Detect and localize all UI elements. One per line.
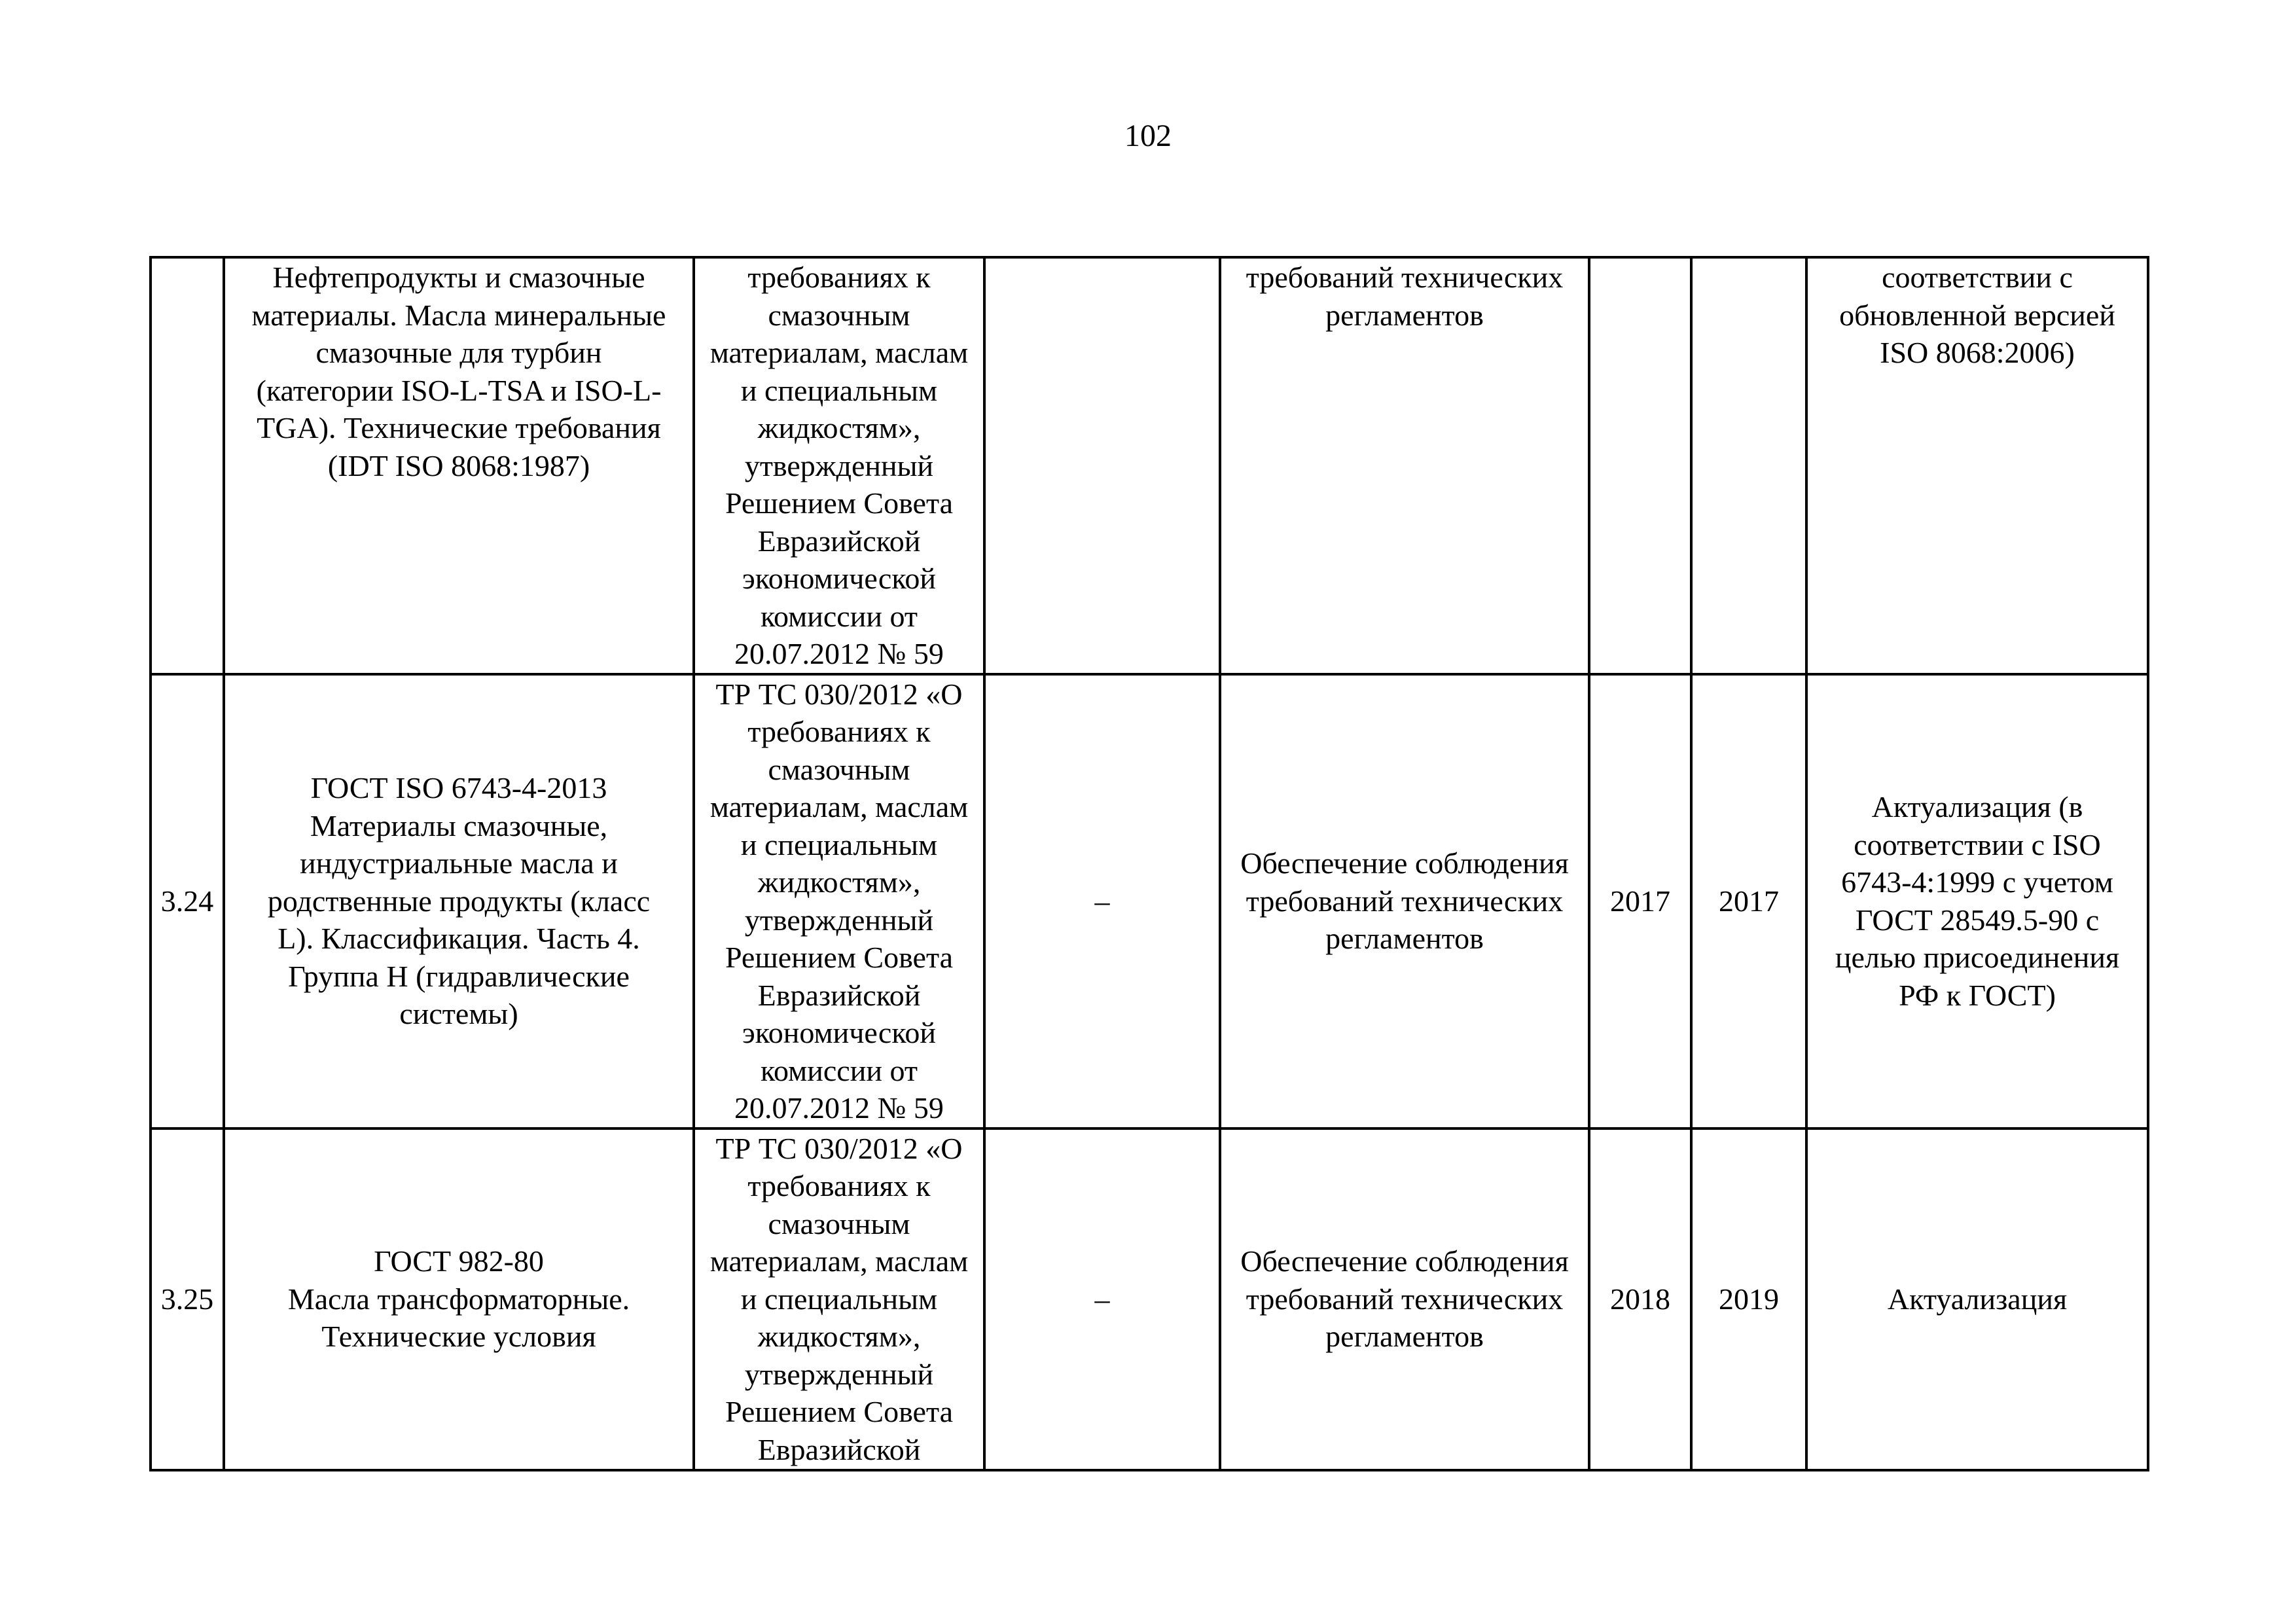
- cell-goal: Обеспечение соблюдения требований технических регламентов: [1220, 674, 1589, 1128]
- cell-start-year: 2017: [1589, 674, 1691, 1128]
- cell-start-year: [1589, 257, 1691, 674]
- page-number: 102: [1124, 118, 1172, 153]
- cell-dash: [984, 257, 1220, 674]
- cell-standard-name: ГОСТ 982-80 Масла трансформаторные. Технические условия: [224, 1128, 694, 1470]
- cell-number: 3.25: [151, 1128, 224, 1470]
- cell-end-year: 2017: [1691, 674, 1806, 1128]
- standards-table: [149, 256, 2149, 1471]
- cell-standard-name: Нефтепродукты и смазочные материалы. Масла минеральные смазочные для турбин (категории ISO-L-TSA и ISO-L- TGA). Технические требования (IDT ISO 8068:1987): [224, 257, 694, 674]
- cell-dash: –: [984, 1128, 1220, 1470]
- cell-number: 3.24: [151, 674, 224, 1128]
- cell-dash: –: [984, 674, 1220, 1128]
- table-row: [151, 257, 2148, 674]
- cell-number: [151, 257, 224, 674]
- table-row: [151, 674, 2148, 1128]
- cell-start-year: 2018: [1589, 1128, 1691, 1470]
- cell-end-year: 2019: [1691, 1128, 1806, 1470]
- cell-goal: требований технических регламентов: [1220, 257, 1589, 674]
- cell-note: соответствии с обновленной версией ISO 8068:2006): [1806, 257, 2148, 674]
- table-row: [151, 1128, 2148, 1470]
- cell-regulation: ТР ТС 030/2012 «О требованиях к смазочным материалам, маслам и специальным жидкостям», утвержденный Решением Совета Евразийской: [694, 1128, 984, 1470]
- cell-goal: Обеспечение соблюдения требований технических регламентов: [1220, 1128, 1589, 1470]
- cell-standard-name: ГОСТ ISO 6743-4-2013 Материалы смазочные, индустриальные масла и родственные продукты (класс L). Классификация. Часть 4. Группа Н (гидравлические системы): [224, 674, 694, 1128]
- cell-note: Актуализация (в соответствии с ISO 6743-4:1999 с учетом ГОСТ 28549.5-90 с целью присоединения РФ к ГОСТ): [1806, 674, 2148, 1128]
- cell-regulation: требованиях к смазочным материалам, маслам и специальным жидкостям», утвержденный Решением Совета Евразийской экономической комиссии от 20.07.2012 № 59: [694, 257, 984, 674]
- cell-regulation: ТР ТС 030/2012 «О требованиях к смазочным материалам, маслам и специальным жидкостям», утвержденный Решением Совета Евразийской экономической комиссии от 20.07.2012 № 59: [694, 674, 984, 1128]
- cell-note: Актуализация: [1806, 1128, 2148, 1470]
- cell-end-year: [1691, 257, 1806, 674]
